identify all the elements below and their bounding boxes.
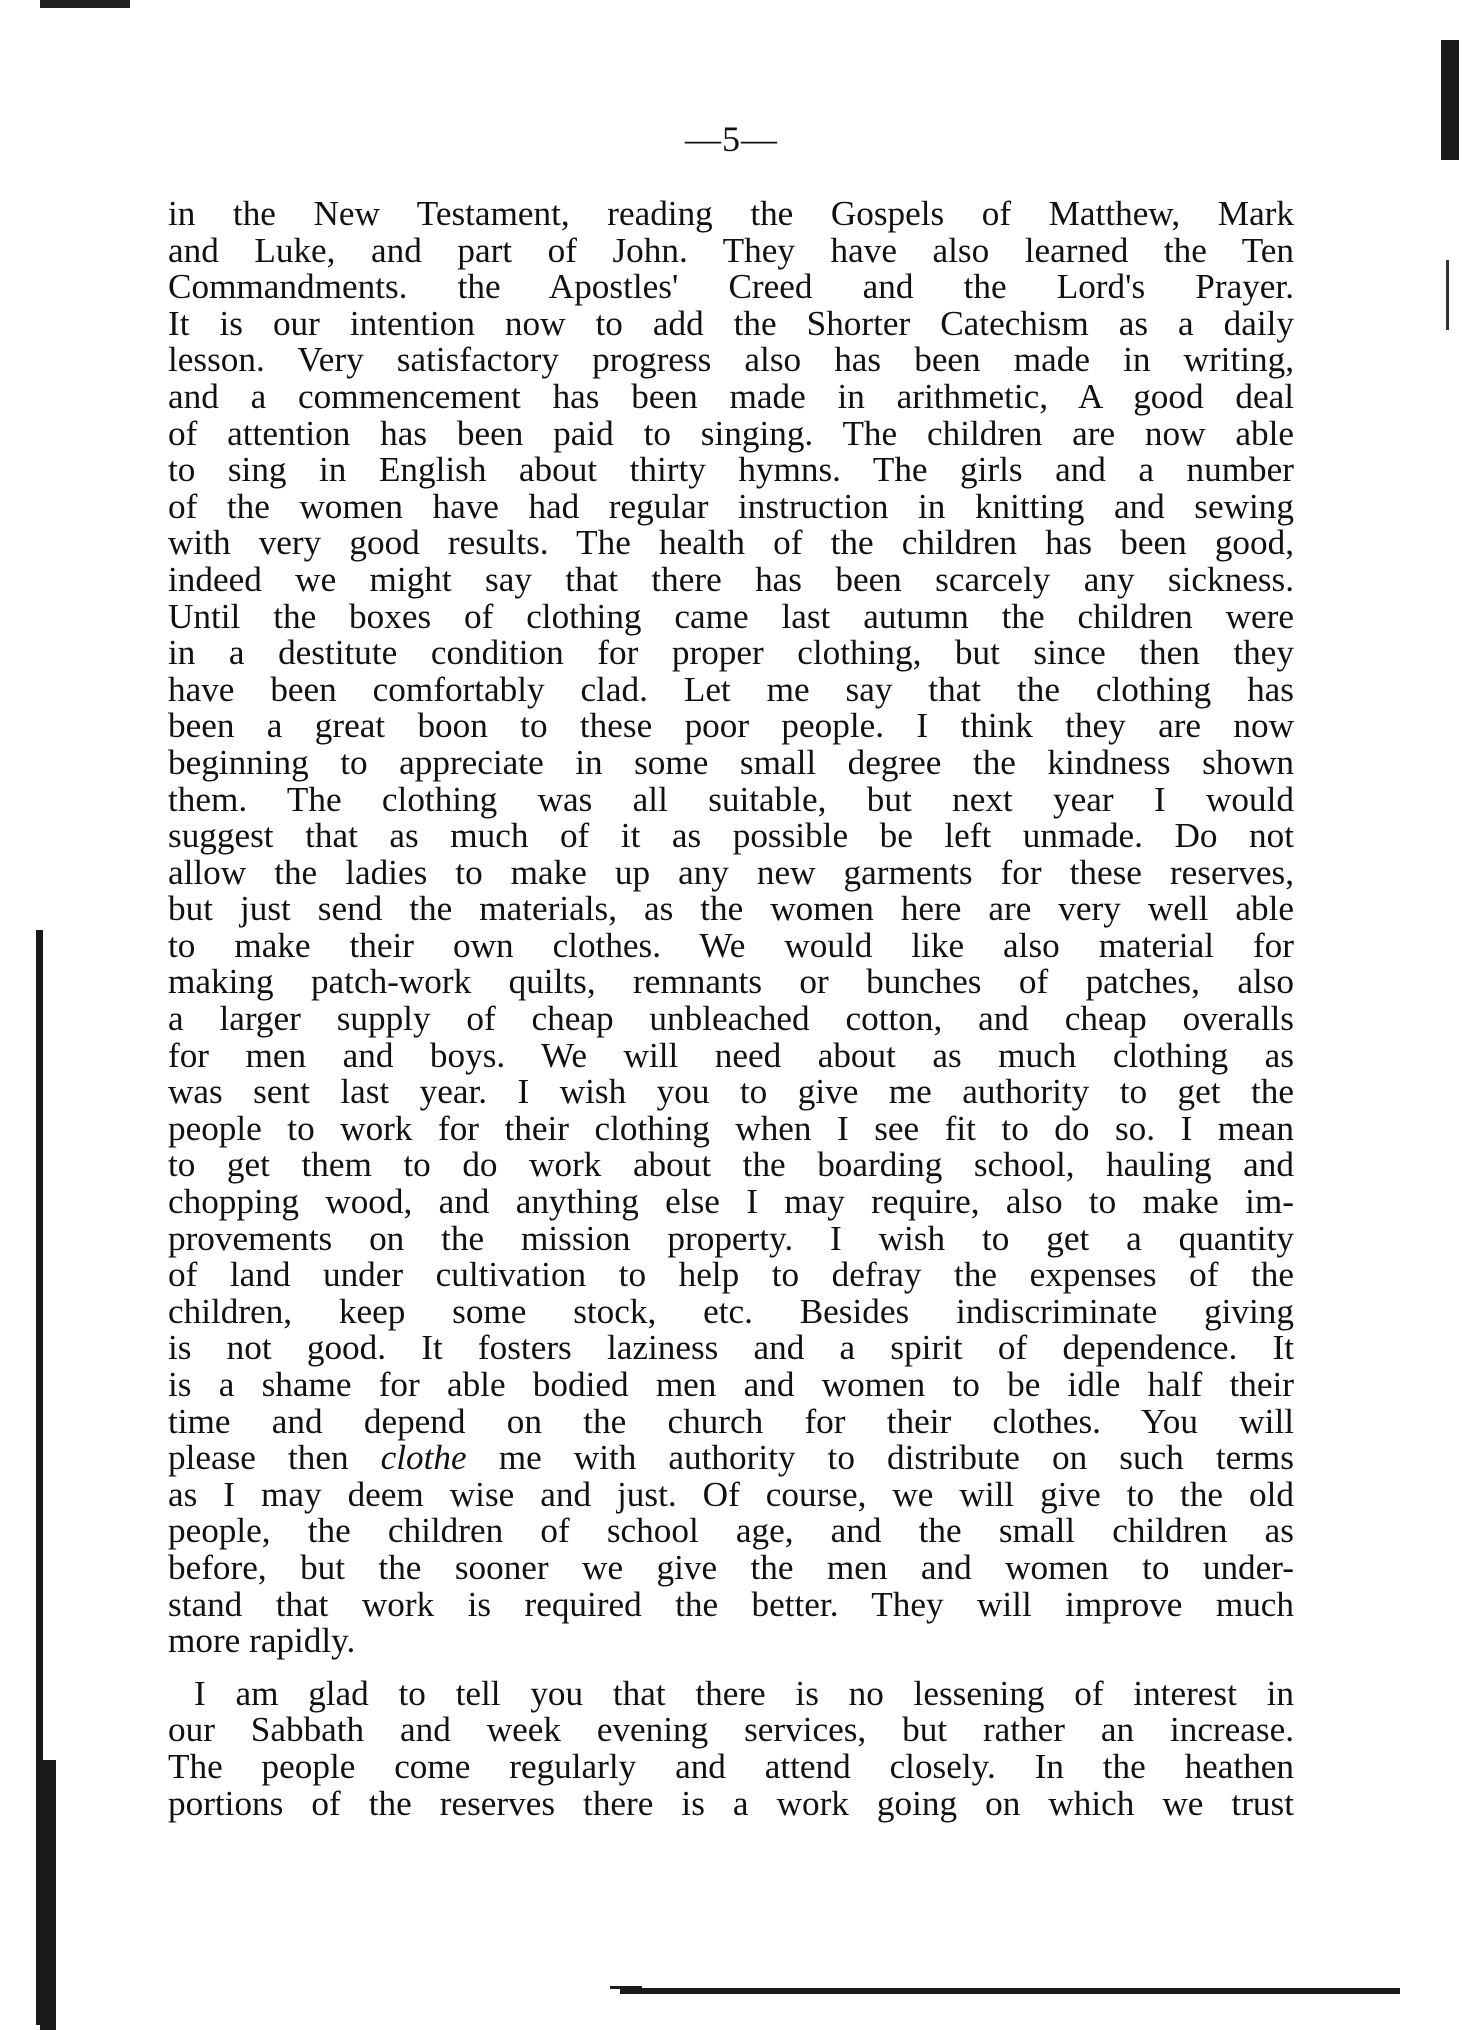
- text-line: in a destitute condition for proper clothing, but since then they: [168, 633, 1294, 673]
- text-line: been a great boon to these poor people. I think they are now: [168, 706, 1294, 746]
- text-line: making patch-work quilts, remnants or bunches of patches, also: [168, 962, 1294, 1002]
- text-line: beginning to appreciate in some small degree the kindness shown: [168, 742, 1294, 782]
- top-edge-rule: [40, 0, 130, 8]
- text-line: suggest that as much of it as possible be left unmade. Do not: [168, 816, 1294, 856]
- text-line: portions of the reserves there is a work going on which we trust: [168, 1783, 1294, 1823]
- text-line: them. The clothing was all suitable, but next year I would: [168, 779, 1294, 819]
- scan-right-edge-mark: [1446, 260, 1449, 330]
- text-line: to sing in English about thirty hymns. The girls and a number: [168, 450, 1294, 490]
- text-line: more rapidly.: [168, 1621, 356, 1661]
- text-line: in the New Testament, reading the Gospels of Matthew, Mark: [168, 194, 1294, 233]
- text-line: provements on the mission property. I wish to get a quantity: [168, 1218, 1294, 1258]
- text-line: indeed we might say that there has been scarcely any sickness.: [168, 559, 1294, 599]
- text-line: have been comfortably clad. Let me say that the clothing has: [168, 669, 1294, 709]
- page-body: [168, 196, 1294, 1822]
- page-number: —5—: [685, 119, 778, 159]
- text-line: of attention has been paid to singing. The children are now able: [168, 413, 1294, 453]
- text-line: our Sabbath and week evening services, but rather an increase.: [168, 1710, 1294, 1750]
- text-line: as I may deem wise and just. Of course, we will give to the old: [168, 1474, 1294, 1514]
- paragraph-2: [168, 1673, 1294, 1823]
- bottom-rule: [620, 1988, 1400, 1994]
- text-line: before, but the sooner we give the men and women to under-: [168, 1547, 1294, 1587]
- text-line: but just send the materials, as the women here are very well able: [168, 889, 1294, 929]
- text-line: to get them to do work about the boarding school, hauling and: [168, 1145, 1294, 1185]
- text-line: I am glad to tell you that there is no lessening of interest in: [194, 1673, 1294, 1713]
- text-line: allow the ladies to make up any new garments for these reserves,: [168, 852, 1294, 892]
- scan-left-edge-dark: [40, 1760, 56, 2030]
- text-line: with very good results. The health of the children has been good,: [168, 523, 1294, 563]
- text-line: is a shame for able bodied men and women to be idle half their: [168, 1365, 1294, 1404]
- text-line: to make their own clothes. We would like also material for: [168, 925, 1294, 965]
- text-line: is not good. It fosters laziness and a spirit of dependence. It: [168, 1328, 1294, 1368]
- text-line: and Luke, and part of John. They have also learned the Ten: [168, 230, 1294, 270]
- text-line: please then clothe me with authority to distribute on such terms: [168, 1438, 1294, 1478]
- text-line: time and depend on the church for their clothes. You will: [168, 1401, 1294, 1441]
- paragraph-1: [168, 196, 1294, 1660]
- text-line: and a commencement has been made in arithmetic, A good deal: [168, 376, 1294, 416]
- text-line: chopping wood, and anything else I may require, also to make im-: [168, 1182, 1294, 1222]
- text-line: of the women have had regular instruction in knitting and sewing: [168, 486, 1294, 526]
- text-line: stand that work is required the better. They will improve much: [168, 1584, 1294, 1624]
- text-line: Until the boxes of clothing came last autumn the children were: [168, 596, 1294, 636]
- text-line: people, the children of school age, and the small children as: [168, 1511, 1294, 1551]
- text-line: children, keep some stock, etc. Besides indiscriminate giving: [168, 1291, 1294, 1331]
- text-line: a larger supply of cheap unbleached cotton, and cheap overalls: [168, 999, 1294, 1039]
- text-line: Commandments. the Apostles' Creed and the Lord's Prayer.: [168, 267, 1294, 307]
- text-line: was sent last year. I wish you to give me authority to get the: [168, 1072, 1294, 1112]
- text-line: lesson. Very satisfactory progress also has been made in writing,: [168, 340, 1294, 380]
- text-line: of land under cultivation to help to defray the expenses of the: [168, 1255, 1294, 1295]
- text-line: It is our intention now to add the Shorter Catechism as a daily: [168, 303, 1294, 343]
- text-line: people to work for their clothing when I see fit to do so. I mean: [168, 1108, 1294, 1148]
- text-line: for men and boys. We will need about as much clothing as: [168, 1035, 1294, 1075]
- text-line: The people come regularly and attend closely. In the heathen: [168, 1746, 1294, 1786]
- emphasis: clothe: [380, 1438, 467, 1478]
